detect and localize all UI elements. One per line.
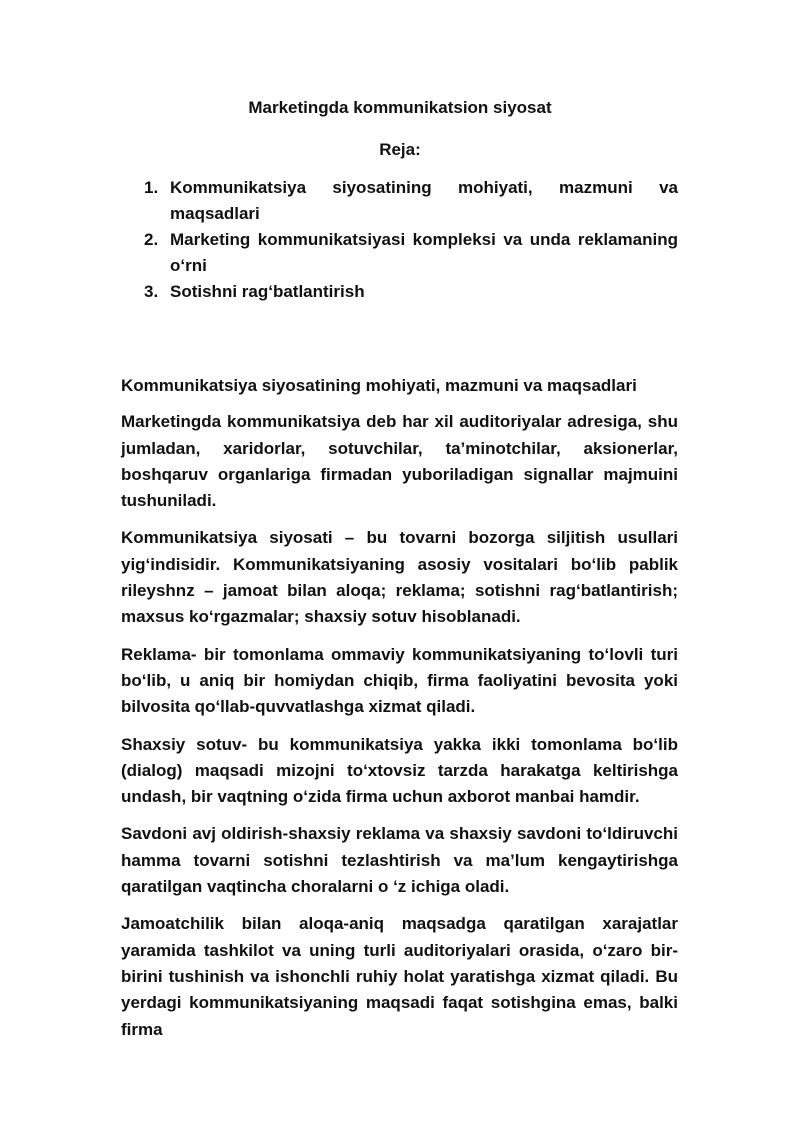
- plan-item-number: 3.: [144, 282, 159, 301]
- plan-label: [0, 138, 800, 162]
- plan-item-number: 1.: [144, 178, 159, 197]
- plan-item-number: 2.: [144, 230, 159, 249]
- plan-item-text: Sotishni rag‘batlantirish: [170, 282, 365, 301]
- body-paragraph: Marketingda kommunikatsiya deb har xil auditoriyalar adresiga, shu jumladan, xaridorlar, sotuvchilar, ta’minotchilar, aksionerlar, boshqaruv organlariga firmadan yuboriladigan signallar majmuini tushuniladi.: [121, 412, 678, 511]
- body-paragraph: Savdoni avj oldirish-shaxsiy reklama va shaxsiy savdoni to‘ldiruvchi hamma tovarni sotishni tezlashtirish va ma’lum kengaytirishga qaratilgan vaqtincha choralarni o ‘z ichiga oladi.: [121, 824, 678, 897]
- plan-item: [144, 279, 678, 305]
- document-title: Marketingda kommunikatsion siyosat: [248, 98, 552, 117]
- plan-item-text: Kommunikatsiya siyosatining mohiyati, mazmuni va maqsadlari: [170, 178, 678, 223]
- body-paragraph: Reklama- bir tomonlama ommaviy kommunikatsiyaning to‘lovli turi bo‘lib, u aniq bir homiydan chiqib, firma faoliyatini bevosita yoki bilvosita qo‘llab-quvvatlashga xizmat qiladi.: [121, 644, 678, 717]
- body-paragraph: Kommunikatsiya siyosati – bu tovarni bozorga siljitish usullari yig‘indisidir. Kommunikatsiyaning asosiy vositalari bo‘lib pablik rileyshnz – jamoat bilan aloqa; reklama; sotishni rag‘batlantirish; maxsus ko‘rgazmalar; shaxsiy sotuv hisoblanadi.: [121, 528, 678, 627]
- plan-list: [144, 175, 678, 305]
- body-paragraph: Shaxsiy sotuv- bu kommunikatsiya yakka ikki tomonlama bo‘lib (dialog) maqsadi mizojni to‘xtovsiz tarzda harakatga keltirishga undash, bir vaqtning o‘zida firma uchun axborot manbai hamdir.: [121, 734, 678, 807]
- plan-item: [144, 227, 678, 279]
- plan-label-text: Reja:: [379, 140, 421, 159]
- body-paragraph: Jamoatchilik bilan aloqa-aniq maqsadga qaratilgan xarajatlar yaramida tashkilot va uning turli auditoriyalari orasida, o‘zaro bir-birini tushinish va ishonchli ruhiy holat yaratishga xizmat qiladi. Bu yerdagi kommunikatsiyaning maqsadi faqat sotishgina emas, balki firma: [121, 914, 678, 1039]
- document-body: [121, 373, 678, 1054]
- section-heading: Kommunikatsiya siyosatining mohiyati, mazmuni va maqsadlari: [121, 376, 637, 395]
- plan-item-text: Marketing kommunikatsiyasi kompleksi va unda reklamaning o‘rni: [170, 230, 678, 275]
- plan-item: [144, 175, 678, 227]
